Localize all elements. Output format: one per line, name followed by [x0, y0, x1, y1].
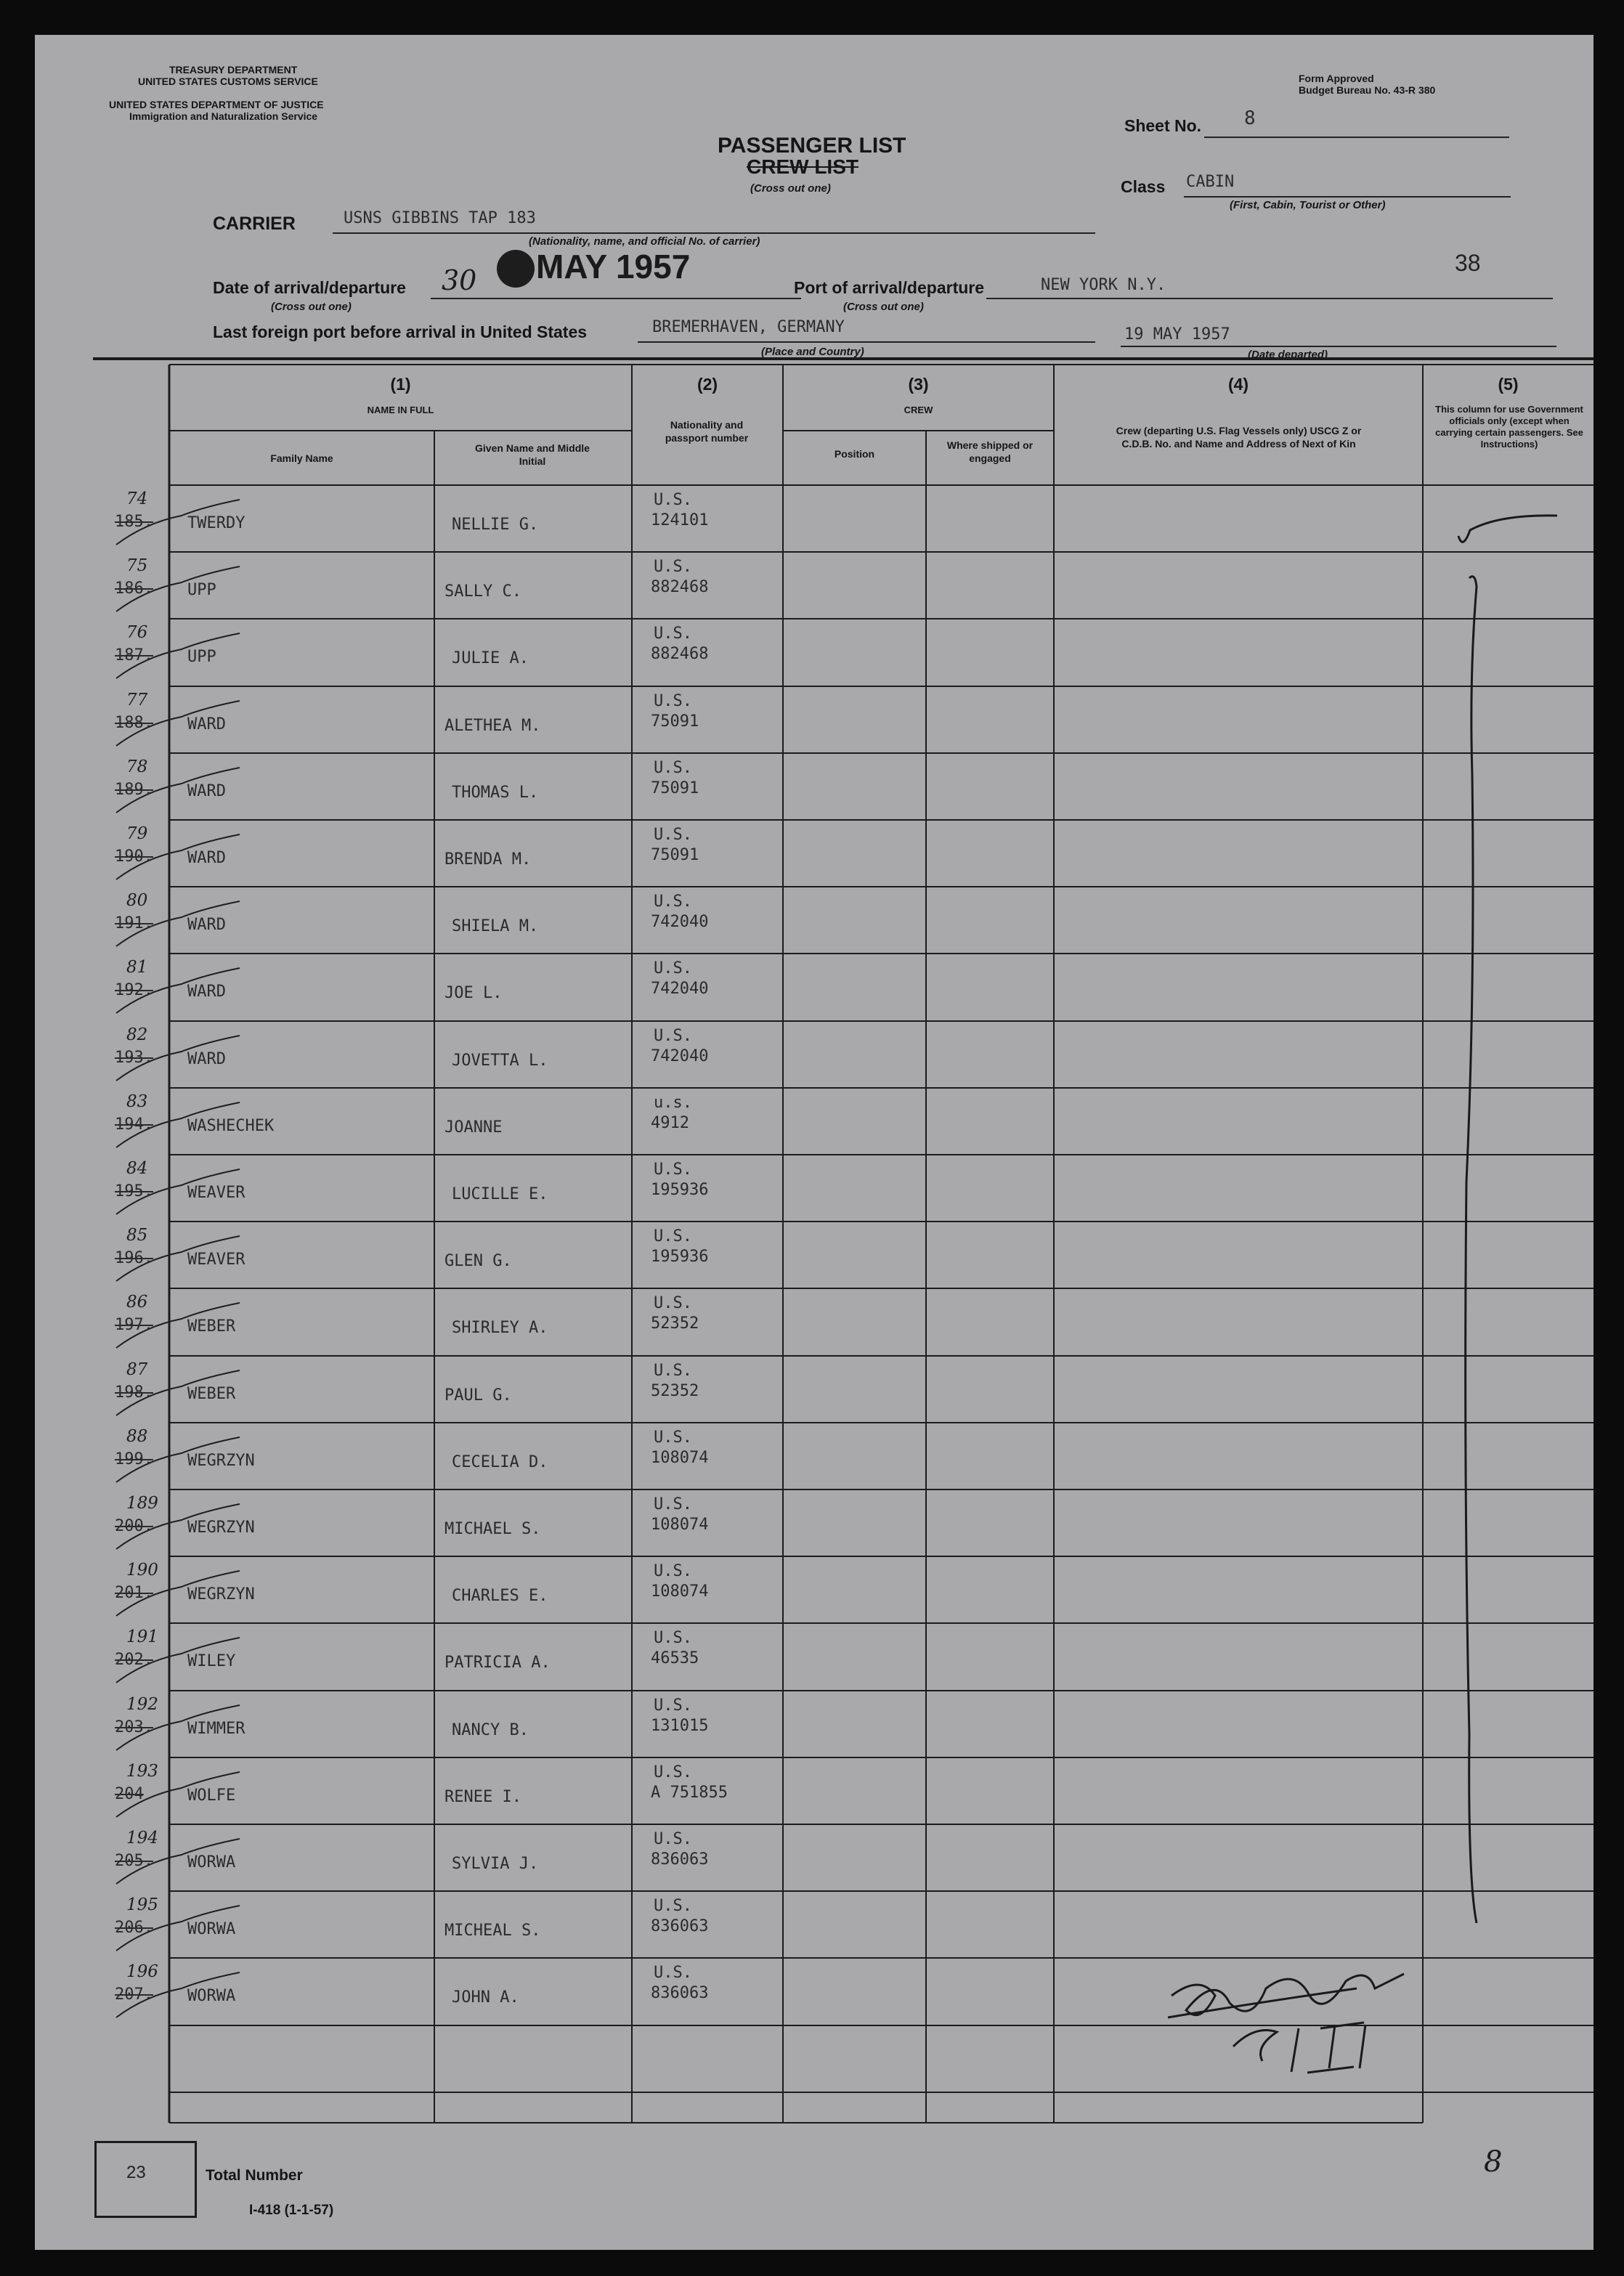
family-name-header: Family Name: [270, 452, 333, 464]
family-name: WASHECHEK: [187, 1117, 275, 1135]
given-name: NELLIE G.: [452, 516, 539, 534]
last-port-label: Last foreign port before arrival in United States: [213, 322, 588, 341]
original-line-number: 204: [115, 1785, 144, 1803]
new-line-number: 75: [126, 556, 148, 575]
new-line-number: 190: [126, 1561, 158, 1580]
family-name: UPP: [187, 648, 216, 666]
col4-number: (4): [1227, 375, 1249, 394]
budget-bureau: Budget Bureau No. 43-R 380: [1299, 84, 1436, 96]
family-name: WARD: [187, 983, 226, 1001]
agency-customs: UNITED STATES CUSTOMS SERVICE: [138, 76, 318, 87]
new-line-number: 192: [126, 1695, 158, 1714]
arrival-date-value: MAY 1957: [536, 248, 691, 285]
nationality: U.S.: [654, 1362, 692, 1380]
new-line-number: 74: [126, 489, 148, 508]
family-name: WEBER: [187, 1317, 236, 1336]
original-line-number: 200.: [115, 1517, 153, 1535]
carrier-value: USNS GIBBINS TAP 183: [344, 209, 536, 227]
nationality: U.S.: [654, 491, 692, 509]
nationality: U.S.: [654, 692, 692, 710]
passport-number: 742040: [651, 913, 709, 931]
given-name: RENEE I.: [444, 1788, 521, 1806]
given-name-header: Given Name and Middle Initial: [475, 442, 590, 467]
new-line-number: 80: [126, 891, 148, 910]
original-line-number: 207.: [115, 1986, 153, 2004]
nationality: U.S.: [654, 1629, 692, 1647]
col2-label: Nationality and passport number: [665, 419, 749, 444]
given-name: SHIRLEY A.: [452, 1319, 548, 1337]
sheet-label: Sheet No.: [1124, 116, 1202, 135]
new-line-number: 191: [126, 1627, 158, 1646]
new-line-number: 79: [126, 824, 148, 843]
given-name: CHARLES E.: [452, 1587, 548, 1605]
passport-number: 195936: [651, 1181, 709, 1199]
shipped-header: Where shipped or engaged: [946, 439, 1034, 464]
original-line-number: 197.: [115, 1316, 153, 1334]
original-line-number: 190.: [115, 848, 153, 866]
original-line-number: 193.: [115, 1049, 153, 1067]
family-name: WEGRZYN: [187, 1585, 255, 1604]
original-line-number: 205.: [115, 1852, 153, 1870]
passport-number: 742040: [651, 980, 709, 998]
carrier-note: (Nationality, name, and official No. of carrier): [529, 235, 760, 248]
passport-number: 4912: [651, 1114, 689, 1132]
family-name: WARD: [187, 849, 226, 867]
nationality: U.S.: [654, 1696, 692, 1715]
family-name: WEGRZYN: [187, 1452, 255, 1470]
family-name: WOLFE: [187, 1787, 236, 1805]
passport-number: 75091: [651, 846, 699, 864]
position-header: Position: [834, 448, 875, 460]
new-line-number: 82: [126, 1025, 148, 1044]
new-line-number: 81: [126, 958, 148, 977]
new-line-number: 189: [126, 1494, 158, 1513]
nationality: U.S.: [654, 1495, 692, 1513]
carrier-label: CARRIER: [213, 214, 296, 234]
given-name: JULIE A.: [452, 649, 529, 667]
col5-number: (5): [1498, 375, 1519, 394]
original-line-number: 201.: [115, 1584, 153, 1602]
document-page: [35, 35, 1593, 2250]
original-line-number: 185.: [115, 513, 153, 531]
agency-treasury: TREASURY DEPARTMENT: [169, 64, 298, 76]
form-approved: Form Approved: [1299, 73, 1374, 84]
original-line-number: 198.: [115, 1383, 153, 1402]
original-line-number: 196.: [115, 1249, 153, 1267]
given-name: JOE L.: [444, 984, 503, 1002]
new-line-number: 77: [126, 691, 148, 710]
original-line-number: 202.: [115, 1651, 153, 1669]
form-number: I-418 (1-1-57): [249, 2203, 334, 2218]
original-line-number: 194.: [115, 1115, 153, 1134]
original-line-number: 189.: [115, 781, 153, 799]
new-line-number: 84: [126, 1159, 148, 1178]
given-name: CECELIA D.: [452, 1453, 548, 1471]
family-name: WEAVER: [187, 1251, 245, 1269]
nationality: U.S.: [654, 826, 692, 844]
col3-label: CREW: [904, 405, 933, 415]
given-name: JOHN A.: [452, 1988, 519, 2007]
class-note: (First, Cabin, Tourist or Other): [1230, 199, 1386, 211]
passport-number: 52352: [651, 1382, 699, 1400]
passenger-list-title: PASSENGER LIST: [718, 134, 906, 158]
given-name: GLEN G.: [444, 1252, 512, 1270]
family-name: WARD: [187, 1050, 226, 1068]
new-line-number: 86: [126, 1293, 148, 1312]
family-name: WARD: [187, 715, 226, 733]
new-line-number: 195: [126, 1895, 158, 1914]
given-name: PAUL G.: [444, 1386, 512, 1405]
original-line-number: 199.: [115, 1450, 153, 1468]
given-name: PATRICIA A.: [444, 1654, 551, 1672]
original-line-number: 191.: [115, 914, 153, 932]
passport-number: 131015: [651, 1717, 709, 1735]
new-line-number: 193: [126, 1762, 158, 1781]
given-name: BRENDA M.: [444, 850, 532, 869]
passport-number: 124101: [651, 511, 709, 529]
given-name: SALLY C.: [444, 582, 521, 601]
family-name: TWERDY: [187, 514, 245, 532]
passport-number: 108074: [651, 1582, 709, 1601]
original-line-number: 206.: [115, 1919, 153, 1937]
col3-number: (3): [908, 375, 929, 394]
nationality: U.S.: [654, 759, 692, 777]
passport-number: 108074: [651, 1516, 709, 1534]
given-name: ALETHEA M.: [444, 717, 541, 735]
col5-label: This column for use Government officials only (except when carrying certain passengers. See Instructions): [1435, 404, 1583, 450]
given-name: MICHEAL S.: [444, 1922, 541, 1940]
total-label: Total Number: [206, 2167, 303, 2184]
title-cross-note: (Cross out one): [750, 182, 831, 195]
port-value: NEW YORK N.Y.: [1041, 276, 1166, 294]
given-name: LUCILLE E.: [452, 1185, 548, 1203]
table-grid: [35, 35, 1593, 2250]
original-line-number: 187.: [115, 646, 153, 664]
col2-number: (2): [697, 375, 718, 394]
agency-ins: Immigration and Naturalization Service: [129, 110, 318, 122]
passport-number: 836063: [651, 1917, 709, 1935]
passport-number: 836063: [651, 1850, 709, 1869]
col1-label: NAME IN FULL: [367, 405, 434, 415]
passport-number: 195936: [651, 1248, 709, 1266]
passport-number: 836063: [651, 1984, 709, 2002]
family-name: WEBER: [187, 1385, 236, 1403]
new-line-number: 76: [126, 623, 148, 642]
crew-list-title: CREW LIST: [747, 155, 858, 178]
new-line-number: 194: [126, 1829, 158, 1848]
passport-number: 882468: [651, 645, 709, 663]
passport-number: 46535: [651, 1649, 699, 1667]
family-name: WORWA: [187, 1920, 236, 1938]
given-name: MICHAEL S.: [444, 1520, 541, 1538]
nationality: U.S.: [654, 1428, 692, 1447]
family-name: WEAVER: [187, 1184, 245, 1202]
family-name: WARD: [187, 782, 226, 800]
new-line-number: 87: [126, 1360, 148, 1379]
corner-mark: 8: [1484, 2145, 1503, 2179]
total-value: 23: [126, 2163, 146, 2182]
new-line-number: 83: [126, 1092, 148, 1111]
nationality: U.S.: [654, 625, 692, 643]
class-value: CABIN: [1186, 173, 1235, 191]
nationality: U.S.: [654, 893, 692, 911]
family-name: UPP: [187, 581, 216, 599]
nationality: U.S.: [654, 1897, 692, 1915]
passport-number: A 751855: [651, 1784, 728, 1802]
given-name: SHIELA M.: [452, 917, 539, 935]
passport-number: 882468: [651, 578, 709, 596]
original-line-number: 192.: [115, 981, 153, 999]
nationality: U.S.: [654, 1227, 692, 1245]
departed-date-value: 19 MAY 1957: [1124, 325, 1230, 344]
col4-label: Crew (departing U.S. Flag Vessels only) USCG Z or C.D.B. No. and Name and Address of Next of Kin: [1116, 425, 1362, 450]
arrival-day: 30: [442, 264, 477, 296]
family-name: WILEY: [187, 1652, 236, 1670]
original-line-number: 195.: [115, 1182, 153, 1200]
nationality: U.S.: [654, 1964, 692, 1982]
nationality: U.S.: [654, 1830, 692, 1848]
given-name: SYLVIA J.: [452, 1855, 539, 1873]
passport-number: 75091: [651, 779, 699, 797]
original-line-number: 203.: [115, 1718, 153, 1736]
class-label: Class: [1121, 177, 1166, 196]
family-name: WEGRZYN: [187, 1519, 255, 1537]
nationality: U.S.: [654, 1294, 692, 1312]
passport-number: 108074: [651, 1449, 709, 1467]
new-line-number: 196: [126, 1962, 158, 1981]
given-name: JOVETTA L.: [452, 1052, 548, 1070]
nationality: U.S.: [654, 1161, 692, 1179]
family-name: WARD: [187, 916, 226, 934]
given-name: THOMAS L.: [452, 784, 539, 802]
new-line-number: 88: [126, 1427, 148, 1446]
last-port-value: BREMERHAVEN, GERMANY: [652, 318, 845, 336]
sheet-value: 8: [1244, 107, 1256, 129]
agency-justice: UNITED STATES DEPARTMENT OF JUSTICE: [109, 99, 324, 110]
col1-number: (1): [390, 375, 411, 394]
departed-date-note: (Date departed): [1248, 349, 1328, 361]
original-line-number: 188.: [115, 714, 153, 732]
new-line-number: 78: [126, 757, 148, 776]
original-line-number: 186.: [115, 580, 153, 598]
arrival-date-label: Date of arrival/departure: [213, 278, 406, 297]
port-cross-note: (Cross out one): [843, 301, 924, 313]
given-name: JOANNE: [444, 1118, 503, 1137]
new-line-number: 85: [126, 1226, 148, 1245]
passport-number: 742040: [651, 1047, 709, 1065]
arrival-cross-note: (Cross out one): [271, 301, 352, 313]
nationality: U.S.: [654, 558, 692, 576]
port-label: Port of arrival/departure: [794, 278, 985, 297]
nationality: U.S.: [654, 959, 692, 978]
nationality: U.S.: [654, 1027, 692, 1045]
nationality: U.S.: [654, 1562, 692, 1580]
nationality: u.s.: [654, 1094, 692, 1112]
last-port-note: (Place and Country): [761, 346, 864, 358]
given-name: NANCY B.: [452, 1721, 529, 1739]
passport-number: 75091: [651, 712, 699, 731]
passport-number: 52352: [651, 1314, 699, 1333]
family-name: WORWA: [187, 1853, 236, 1871]
family-name: WORWA: [187, 1987, 236, 2005]
nationality: U.S.: [654, 1763, 692, 1781]
family-name: WIMMER: [187, 1720, 245, 1738]
page-mark: 38: [1455, 250, 1481, 276]
